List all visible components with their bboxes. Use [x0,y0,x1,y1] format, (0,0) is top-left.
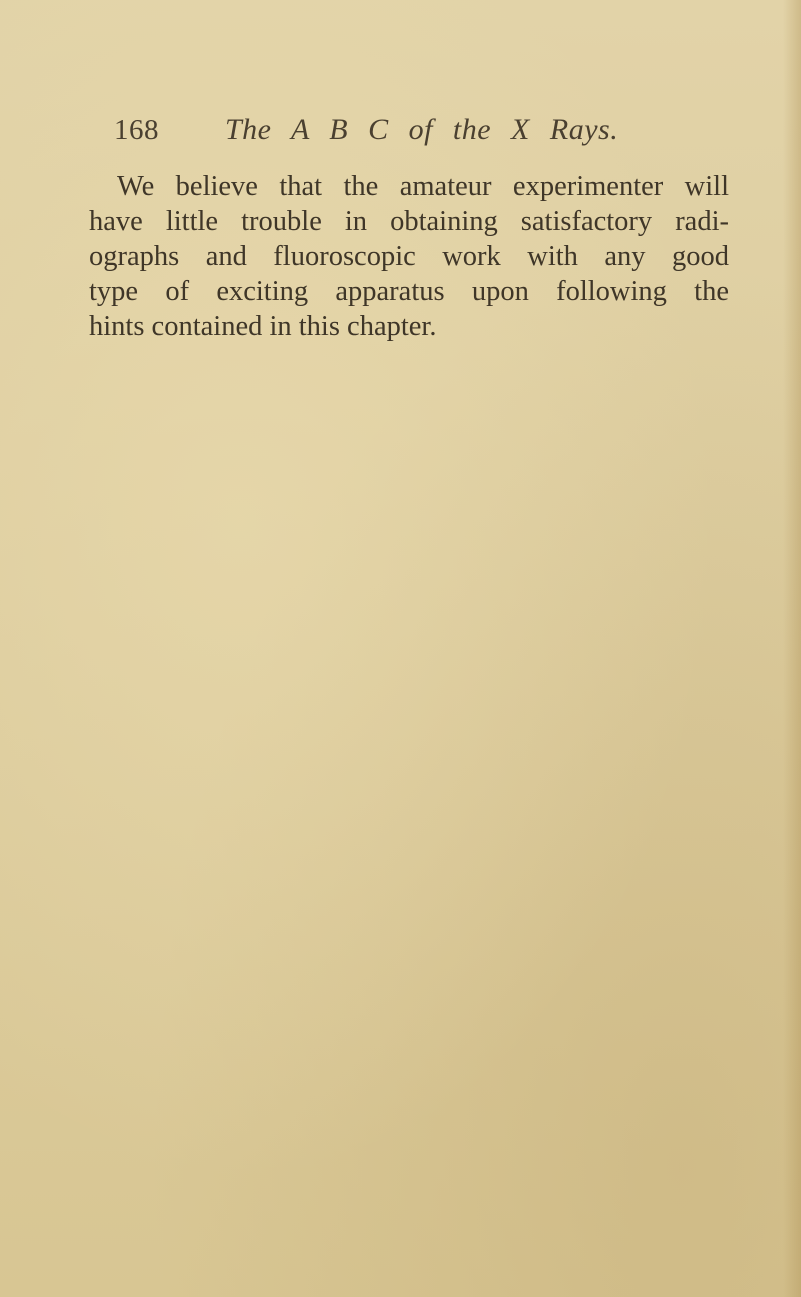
paragraph-line: ographs and fluoroscopic work with any good [89,241,729,272]
page-header [114,110,724,150]
page-edge-shadow [783,0,801,1297]
running-title: The A B C of the X Rays. [225,113,619,146]
body-paragraph [89,169,729,344]
paragraph-line: type of exciting apparatus upon following the [89,276,729,307]
paragraph-line: hints contained in this chapter. [89,311,437,342]
paragraph-line: We believe that the amateur experimenter will [117,171,729,202]
page-number: 168 [114,114,159,146]
paragraph-line: have little trouble in obtaining satisfactory radi- [89,206,729,237]
